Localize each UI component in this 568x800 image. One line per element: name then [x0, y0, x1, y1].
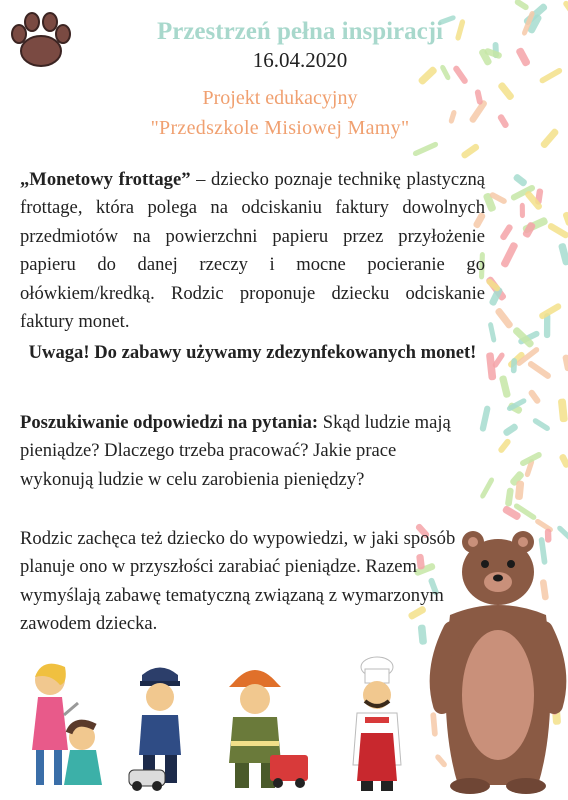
project-subtitle: Projekt edukacyjny — [202, 87, 358, 109]
confetti-stroke — [562, 354, 568, 372]
hairdresser-illustration — [20, 655, 115, 795]
firefighter-illustration — [215, 655, 310, 795]
questions-heading: Poszukiwanie odpowiedzi na pytania: — [20, 412, 319, 433]
activity-title: „Monetowy frottage” — [20, 169, 191, 190]
confetti-stroke — [558, 242, 568, 266]
confetti-stroke — [460, 143, 480, 160]
confetti-stroke — [562, 211, 568, 227]
confetti-stroke — [502, 423, 519, 438]
confetti-stroke — [562, 0, 568, 22]
confetti-stroke — [547, 222, 568, 239]
confetti-stroke — [479, 405, 491, 432]
confetti-stroke — [558, 398, 568, 422]
chef-illustration — [335, 655, 415, 795]
parent-encouragement: Rodzic zachęca też dziecko do wypowiedzi, w jaki sposób planuje ono w przyszłości zarabiać pieniądze. Razem wymyślają zabawę tematyczną związaną z wymarzonym zawodem dziecka. — [20, 528, 456, 635]
project-name: "Przedszkole Misiowej Mamy" — [150, 117, 410, 139]
date-label: 16.04.2020 — [252, 48, 348, 72]
police-officer-illustration — [125, 655, 195, 795]
activity-text: – dziecko poznaje technikę plastyczną frottage, która polega na odciskaniu faktury dowolnych przedmiotów na powierzchni papieru przez przyłożenie papieru do danej rzeczy i mocne pocieranie go ołówkiem/kredką. Rodzic proponuje dziecku odciskanie faktury monet. — [20, 169, 485, 333]
confetti-stroke — [499, 375, 511, 399]
confetti-stroke — [412, 141, 439, 157]
confetti-stroke — [486, 352, 497, 381]
confetti-stroke — [514, 0, 530, 11]
confetti-stroke — [520, 203, 525, 218]
bear-paw-icon — [6, 6, 76, 76]
confetti-stroke — [505, 487, 514, 506]
confetti-stroke — [479, 477, 495, 500]
activity-description — [20, 166, 485, 336]
confetti-stroke — [512, 173, 528, 188]
confetti-stroke — [527, 360, 552, 380]
confetti-stroke — [494, 307, 514, 330]
questions-text: Skąd ludzie mają pieniądze? Dlaczego trzeba pracować? Jakie prace wykonują ludzie w celu zarobienia pieniędzy? — [20, 412, 451, 490]
confetti-stroke — [500, 241, 519, 268]
confetti-stroke — [511, 358, 517, 374]
confetti-stroke — [539, 127, 559, 149]
confetti-stroke — [539, 67, 564, 84]
confetti-stroke — [515, 47, 531, 68]
confetti-stroke — [527, 389, 541, 405]
confetti-stroke — [497, 438, 512, 454]
safety-warning: Uwaga! Do zabawy używamy zdezynfekowanych monet! — [28, 342, 477, 363]
questions-section — [20, 409, 465, 494]
confetti-stroke — [558, 453, 568, 469]
confetti-stroke — [499, 223, 514, 241]
confetti-stroke — [488, 322, 497, 343]
bear-illustration — [428, 520, 568, 795]
confetti-stroke — [532, 417, 551, 432]
page-title: Przestrzeń pełna inspiracji — [156, 18, 444, 45]
